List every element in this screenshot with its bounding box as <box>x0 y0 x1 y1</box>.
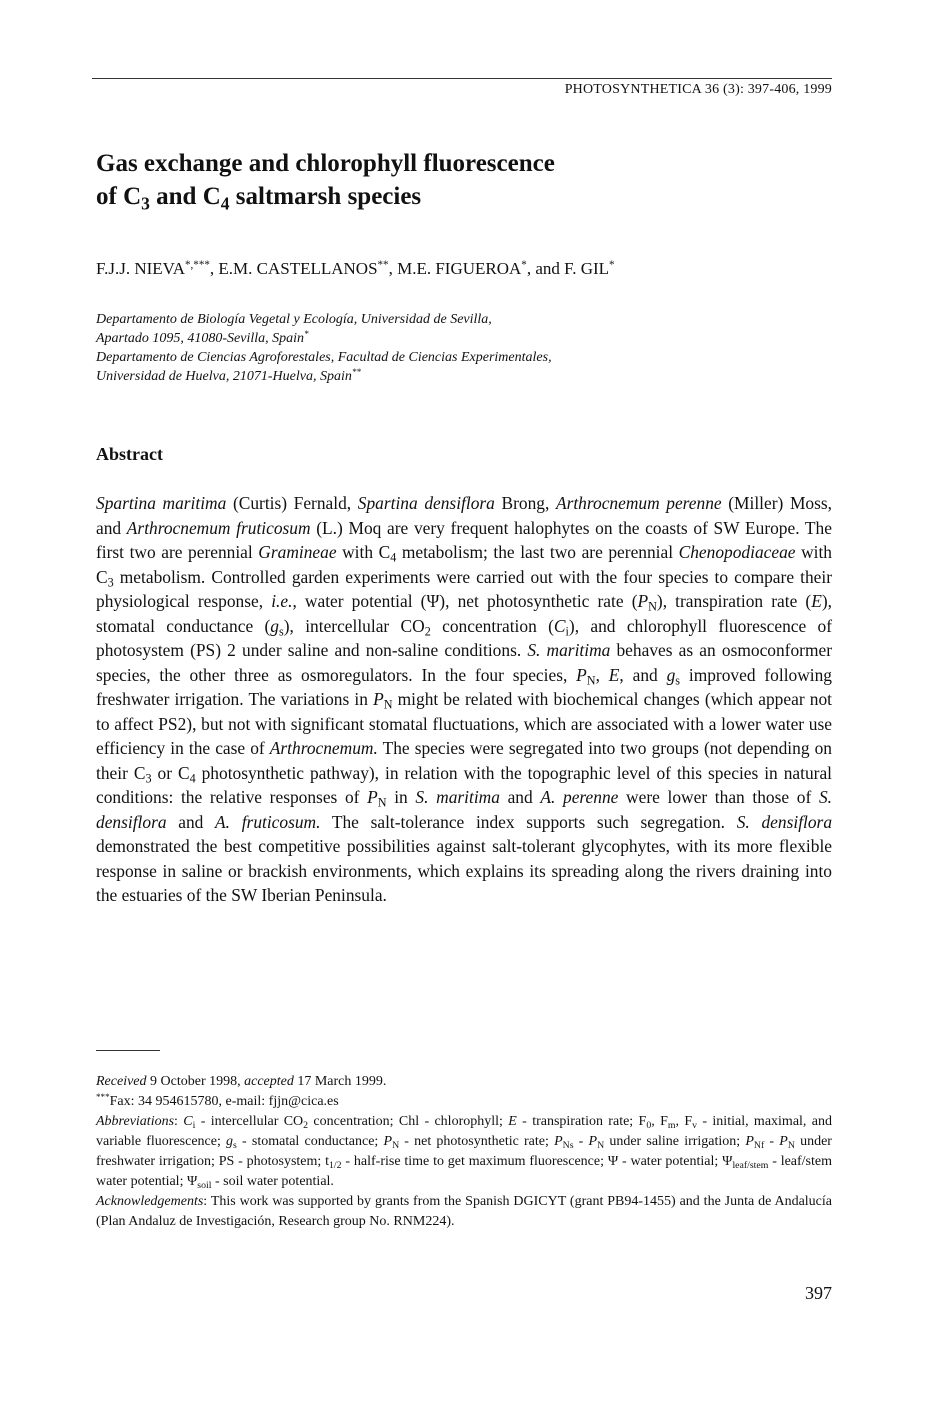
text-run: S. densiflora <box>736 811 833 832</box>
text-run: The salt-tolerance index supports such segregation. <box>320 811 737 832</box>
text-run: N <box>787 1139 795 1151</box>
affiliation-line <box>96 329 836 348</box>
text-run: P <box>588 1134 598 1149</box>
text-run: concentration ( <box>430 615 554 636</box>
text-run: s <box>675 673 681 688</box>
text-run: s <box>233 1139 237 1151</box>
text-run: P <box>637 591 649 611</box>
text-run: Brong, <box>494 493 556 513</box>
text-run: 17 March 1999. <box>293 1074 387 1089</box>
affiliation-mark: ** <box>377 258 389 271</box>
affiliation-line <box>96 367 836 386</box>
text-run: A. fruticosum. <box>215 811 321 832</box>
author-name: E.M. CASTELLANOS <box>218 259 378 278</box>
paper-title <box>96 147 796 213</box>
text-run: in <box>386 787 416 807</box>
text-run: A. perenne <box>540 787 619 807</box>
text-run: g <box>666 664 676 685</box>
text-run: N <box>648 599 657 614</box>
text-run: , water potential (Ψ), net photosynthetic rate ( <box>292 591 638 611</box>
affiliation-line <box>96 348 836 367</box>
footnote-rule <box>96 1050 160 1051</box>
affiliation-mark: * <box>609 258 615 271</box>
affiliation-line <box>96 310 836 329</box>
author-name: M.E. FIGUEROA <box>397 259 522 278</box>
affiliations <box>96 310 836 386</box>
abstract-text <box>96 491 832 908</box>
text-run: C <box>553 615 566 636</box>
text-run: Chenopodiaceae <box>678 542 796 562</box>
text-run: Abbreviations <box>96 1114 175 1129</box>
text-run: - <box>764 1134 780 1149</box>
text-run: soil <box>197 1179 212 1191</box>
text-run: S. maritima <box>527 640 611 660</box>
text-run: were lower than those of <box>618 787 819 807</box>
text-run: S. densiflora <box>96 787 832 832</box>
text-run: or C <box>151 762 190 783</box>
text-run: i.e. <box>271 591 293 611</box>
text-run: P <box>779 1134 788 1149</box>
text-run: (L.) Moq are very frequent halophytes on the coasts of SW Europe. The first two are perennial <box>96 517 832 562</box>
text-run: (Miller) Moss, and <box>96 493 832 538</box>
affiliation-mark: ** <box>351 367 361 377</box>
text-run: - transpiration rate; F <box>516 1114 647 1129</box>
affiliation-text: Universidad de Huelva, 21071-Huelva, Spain <box>96 369 352 384</box>
affiliation-text: Departamento de Ciencias Agroforestales, Facultad de Ciencias Experimentales, <box>96 350 552 365</box>
text-run: , F <box>675 1114 693 1129</box>
text-run: , F <box>651 1114 668 1129</box>
text-run: behaves as an osmoconformer species, the other three as osmoregulators. In the four species, <box>96 640 832 685</box>
text-run: 3 <box>107 575 114 590</box>
text-run: photosynthetic pathway), in relation with the topographic level of this species in natural conditions: the relative responses of <box>96 762 833 807</box>
text-run: P <box>373 689 384 709</box>
text-run: 3 <box>145 771 152 786</box>
text-run: might be related with biochemical changes (which appear not to affect PS2), but not with significant stomatal fluctuations, which are associated with a lower water use efficiency in the case of <box>96 689 832 758</box>
text-run: (Curtis) Fernald, <box>226 493 358 513</box>
text-run: s <box>279 624 284 639</box>
text-run: under freshwater irrigation; PS - photosystem; t <box>96 1134 832 1169</box>
author-name: F.J.J. NIEVA <box>96 259 186 278</box>
text-run: Gramineae <box>258 542 337 562</box>
author-separator: , <box>209 259 219 278</box>
text-run: - initial, maximal, and variable fluorescence; <box>96 1114 832 1149</box>
text-run: E <box>608 664 620 685</box>
text-run: - net photosynthetic rate; <box>399 1134 555 1149</box>
text-run: Arthrocnemum perenne <box>555 493 722 513</box>
text-run: Ns <box>562 1139 574 1151</box>
text-run: *** <box>96 1092 110 1102</box>
text-run: : <box>174 1114 184 1129</box>
text-run: - half-rise time to get maximum fluorescence; Ψ - water potential; Ψ <box>341 1154 733 1169</box>
text-run: ), and chlorophyll fluorescence of photosystem (PS) 2 under saline and non-saline conditions. <box>96 615 833 660</box>
text-run: E <box>508 1114 517 1129</box>
affiliation-mark: * <box>304 329 309 339</box>
author-name: F. GIL <box>564 259 610 278</box>
text-run: N <box>586 673 596 688</box>
text-run: Arthrocnemum fruticosum <box>126 517 311 538</box>
affiliation-text: Departamento de Biología Vegetal y Ecología, Universidad de Sevilla, <box>96 312 492 327</box>
text-run: - stomatal conductance; <box>236 1134 384 1149</box>
text-run: S. maritima <box>415 787 500 807</box>
text-run: N <box>377 795 387 810</box>
text-run: concentration; Chl - chlorophyll; <box>308 1114 509 1129</box>
text-run: g <box>270 615 279 636</box>
header-rule <box>92 78 832 79</box>
text-run: - leaf/stem water potential; Ψ <box>96 1154 833 1189</box>
contact-note <box>96 1092 832 1112</box>
page-number: 397 <box>805 1283 832 1303</box>
text-run: with C <box>336 542 391 562</box>
text-run: v <box>692 1119 698 1131</box>
title-line-2: of $C_3$ and $C_4$ saltmarsh species <box>96 183 422 214</box>
text-run: P <box>367 787 378 807</box>
journal-reference: PHOTOSYNTHETICA 36 (3): 397-406, 1999 <box>564 82 832 97</box>
affiliation-mark: * <box>521 258 527 271</box>
text-run: i <box>565 624 569 639</box>
abbreviations-note <box>96 1112 832 1192</box>
text-run: N <box>392 1139 400 1151</box>
text-run: with C <box>96 542 832 587</box>
text-run: Spartina densiflora <box>357 493 495 513</box>
text-run: and <box>166 811 216 832</box>
text-run: , and <box>619 664 667 685</box>
text-run: ), transpiration rate ( <box>656 591 812 611</box>
text-run: under saline irrigation; <box>604 1134 746 1149</box>
author-list <box>96 259 615 279</box>
text-run: P <box>745 1134 754 1149</box>
text-run: metabolism. Controlled garden experiments were carried out with the four species to compare their physiological response, <box>96 566 832 611</box>
affiliation-mark: *,*** <box>185 258 210 271</box>
text-run: Received <box>96 1074 147 1089</box>
text-run: 4 <box>189 771 196 786</box>
text-run: P <box>576 664 587 685</box>
text-run: P <box>383 1134 393 1149</box>
text-run: 9 October 1998, <box>146 1074 245 1089</box>
affiliation-text: Apartado 1095, 41080-Sevilla, Spain <box>96 331 305 346</box>
text-run: ), intercellular CO <box>283 615 425 636</box>
text-run: Arthrocnemum. <box>269 738 378 758</box>
received-note <box>96 1072 832 1092</box>
text-run: g <box>226 1134 234 1149</box>
text-run: N <box>383 697 393 712</box>
text-run: N <box>597 1139 605 1151</box>
text-run: demonstrated the best competitive possibilities against salt-tolerant glycophytes, with its more flexible response in saline or brackish environments, which explains its spreading along the rivers draining into the estuaries of the SW Iberian Peninsula. <box>96 836 832 905</box>
author-separator: , <box>388 259 398 278</box>
text-run: - soil water potential. <box>211 1174 334 1189</box>
text-run: P <box>554 1134 563 1149</box>
text-run: Nf <box>753 1139 765 1151</box>
text-run: 2 <box>424 624 431 639</box>
text-run: - intercellular CO <box>195 1114 304 1129</box>
text-run: 4 <box>390 550 397 565</box>
text-run: Acknowledgements <box>96 1194 204 1209</box>
text-run: C <box>183 1114 193 1129</box>
text-run: Fax: 34 954615780, e-mail: fjjn@cica.es <box>109 1094 339 1109</box>
acknowledgements-note <box>96 1192 832 1232</box>
text-run: - <box>573 1134 589 1149</box>
footnotes <box>96 1072 832 1232</box>
author-separator: , and <box>526 259 565 278</box>
text-run: leaf/stem <box>732 1159 769 1171</box>
text-run: and <box>499 787 541 807</box>
text-run: , <box>595 664 609 685</box>
text-run: 1/2 <box>329 1159 342 1171</box>
text-run: accepted <box>244 1074 294 1089</box>
text-run: m <box>667 1119 676 1131</box>
text-run: Spartina maritima <box>96 493 227 513</box>
text-run: E <box>811 591 822 611</box>
text-run: 0 <box>646 1119 652 1131</box>
text-run: improved following freshwater irrigation. The variations in <box>96 664 832 709</box>
text-run: The species were segregated into two groups (not depending on their C <box>96 738 832 783</box>
text-run: : This work was supported by grants from the Spanish DGICYT (grant PB94-1455) and the Junta de Andalucía (Plan Andaluz de Investigación, Research group No. RNM224). <box>96 1194 832 1229</box>
text-run: metabolism; the last two are perennial <box>396 542 679 562</box>
abstract-heading: Abstract <box>96 444 163 464</box>
title-line-1: Gas exchange and chlorophyll fluorescence <box>96 150 555 177</box>
text-run: 2 <box>303 1119 309 1131</box>
text-run: ), stomatal conductance ( <box>96 591 832 636</box>
text-run: i <box>192 1119 196 1131</box>
